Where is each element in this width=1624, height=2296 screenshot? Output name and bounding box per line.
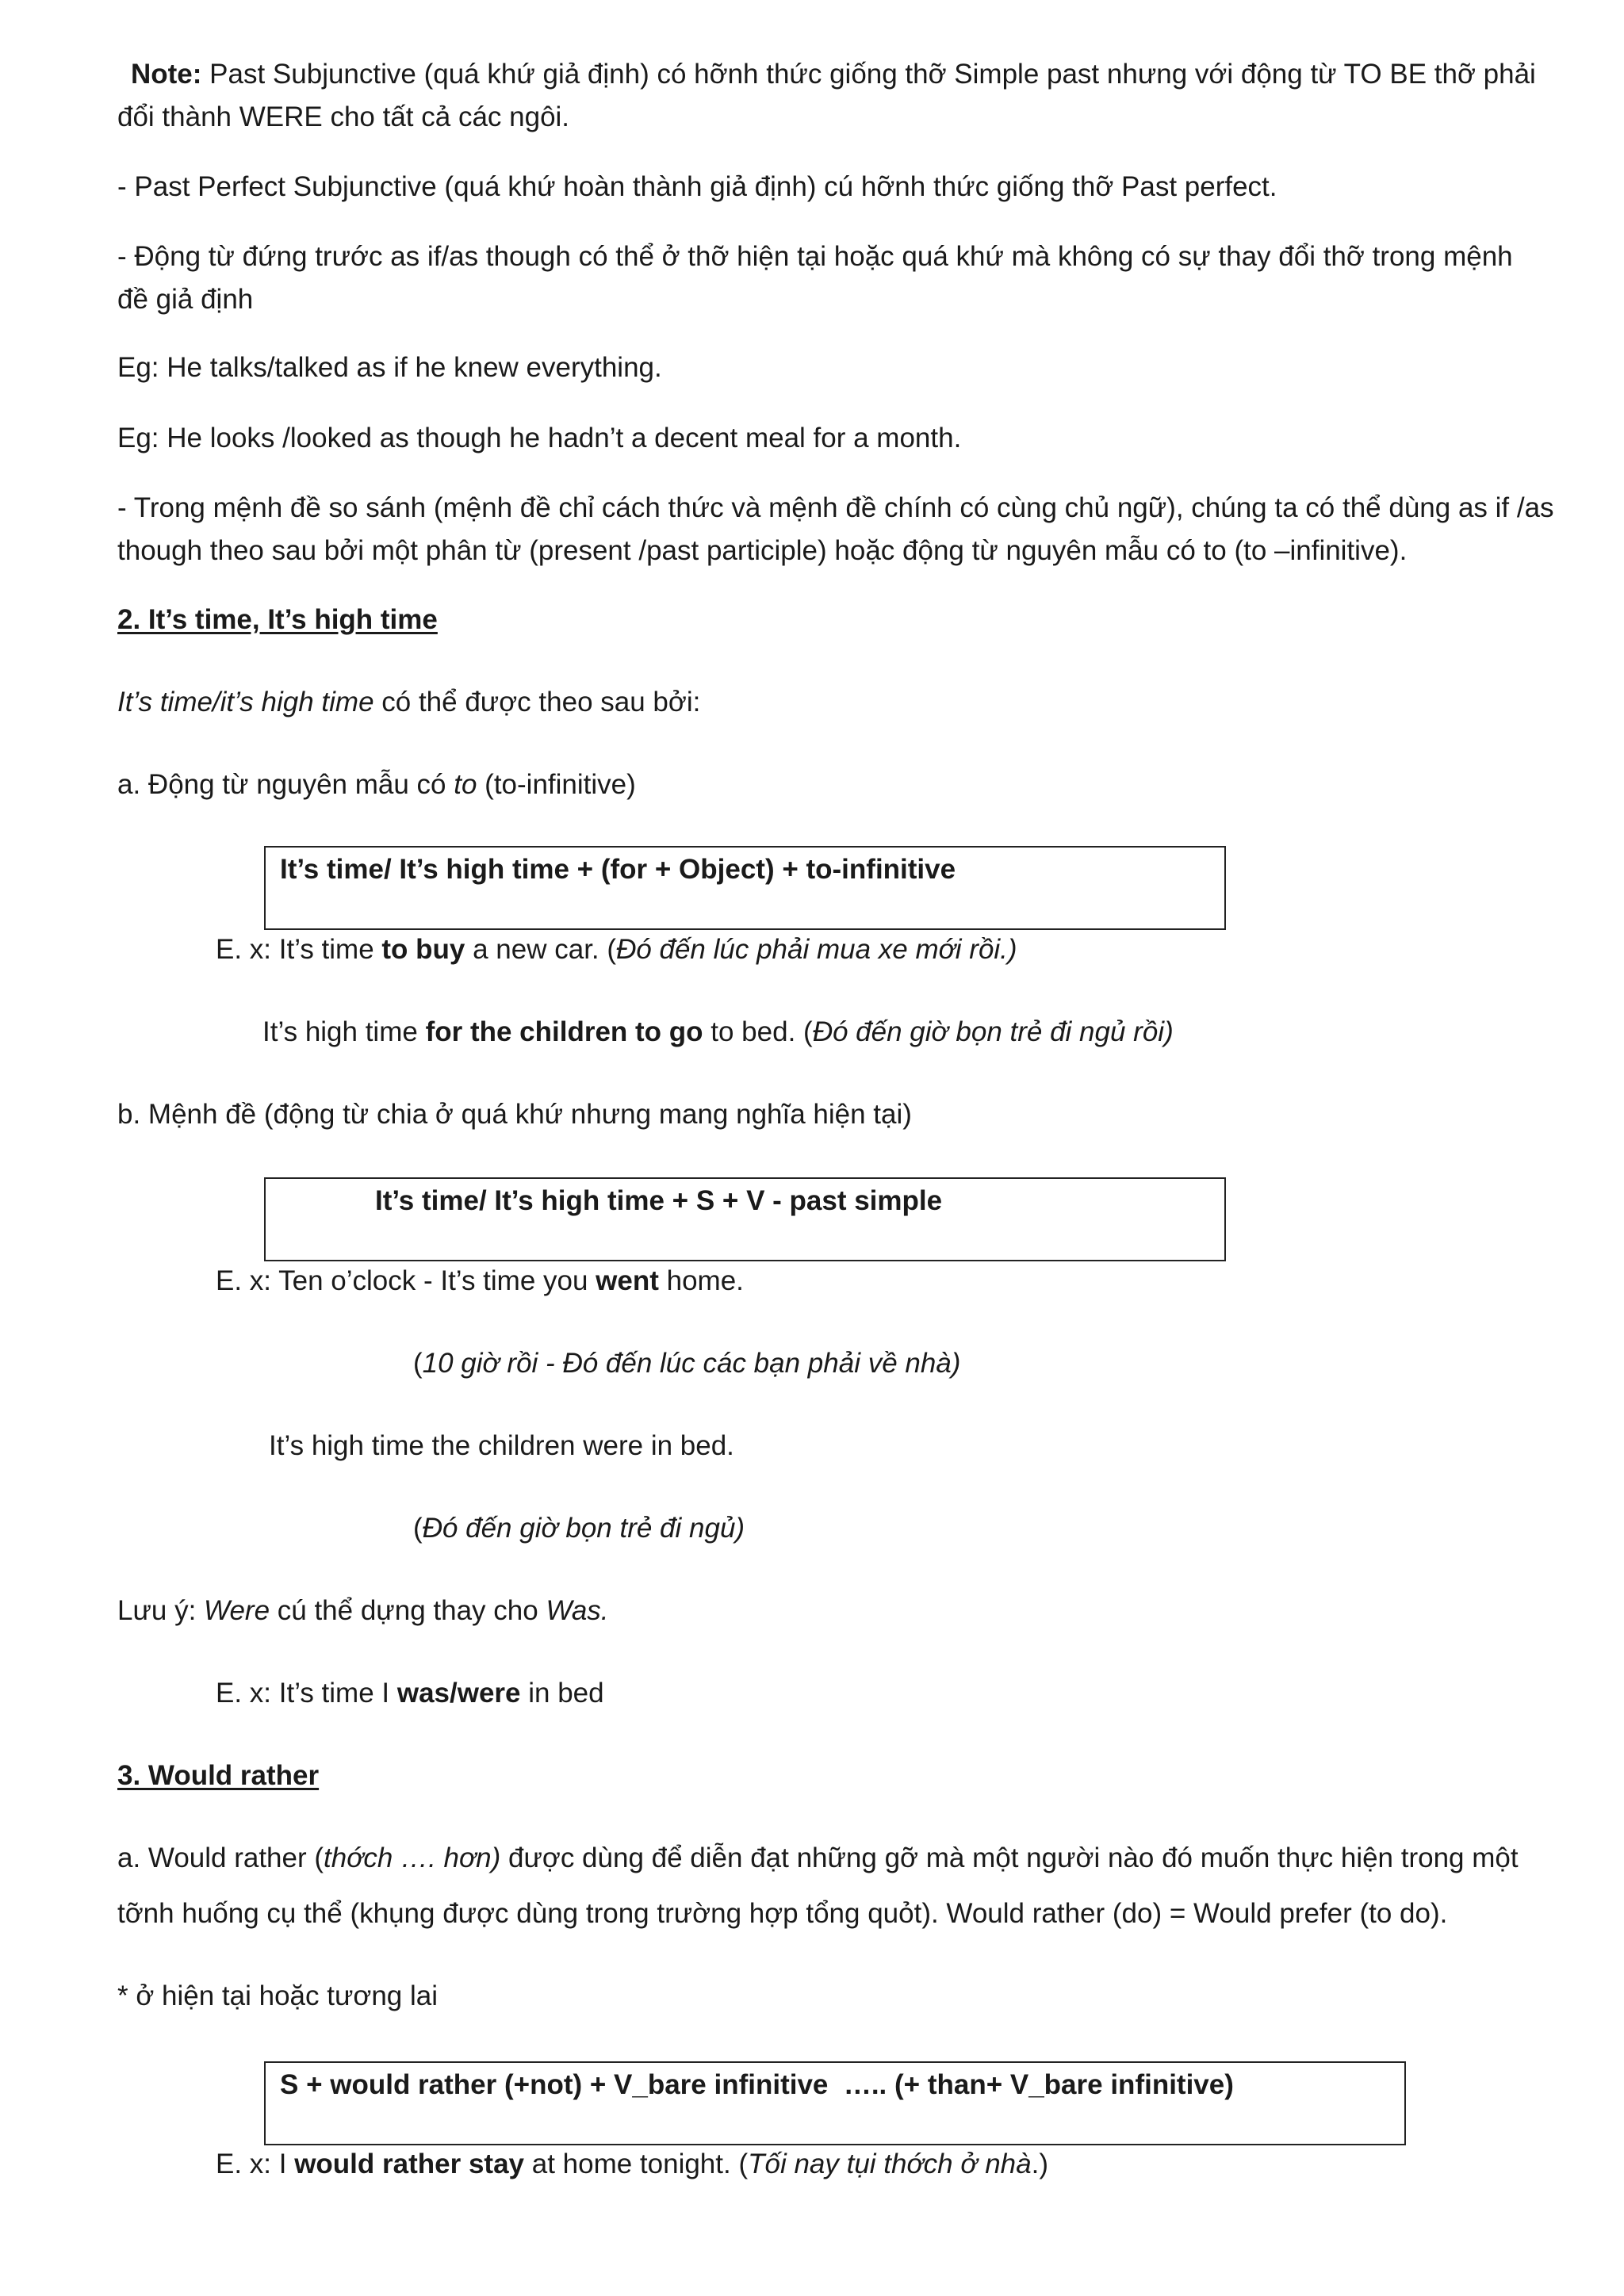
section-3a-line-2: tỡnh huống cụ thể (khụng được dùng trong trường hợp tổng quỏt). Would rather (do) = Would prefer (to do). bbox=[117, 1898, 1448, 1929]
ex-2a-2-pre: It’s high time bbox=[262, 1016, 426, 1047]
comparison-line-2: though theo sau bởi một phân từ (present /past participle) hoặc động từ nguyên mẫu có to (to –infinitive). bbox=[117, 535, 1408, 566]
verb-before-line-1: - Động từ đứng trước as if/as though có thể ở thỡ hiện tại hoặc quá khứ mà không có sự thay đổi thỡ trong mệnh bbox=[117, 241, 1513, 272]
luu-y-mid: cú thể dựng thay cho bbox=[270, 1595, 546, 1626]
section-2a-example-1 bbox=[216, 936, 1017, 963]
section-3a-line-1 bbox=[117, 1844, 1519, 1872]
section-2a-example-2 bbox=[262, 1018, 1174, 1046]
section-2-intro bbox=[117, 688, 700, 716]
section-2b-translation-1 bbox=[413, 1349, 960, 1377]
formula-box-2a bbox=[264, 846, 1226, 930]
ex-2b-1-post: home. bbox=[658, 1265, 744, 1296]
comparison-line-1: - Trong mệnh đề so sánh (mệnh đề chỉ cách thức và mệnh đề chính có cùng chủ ngữ), chúng ta có thể dùng as if /as bbox=[117, 492, 1554, 523]
luu-y-pre: Lưu ý: bbox=[117, 1595, 205, 1626]
s3-ex-italic: Tối nay tụi thớch ở nhà bbox=[748, 2149, 1032, 2179]
section-2-heading-text: 2. It’s time, It’s high time bbox=[117, 604, 438, 635]
section-2b-translation-2 bbox=[413, 1514, 745, 1542]
formula-3 bbox=[280, 2071, 1234, 2099]
formula-2a-text: It’s time/ It’s high time + (for + Object) + to-infinitive bbox=[280, 854, 956, 885]
past-perfect-line: - Past Perfect Subjunctive (quá khứ hoàn thành giả định) cú hỡnh thức giống thỡ Past perfect. bbox=[117, 171, 1277, 202]
formula-3-text: S + would rather (+not) + V_bare infinitive ….. (+ than+ V_bare infinitive) bbox=[280, 2069, 1234, 2100]
luu-y-ex-pre: E. x: It’s time I bbox=[216, 1678, 397, 1709]
ex-2a-2-post: to bed. ( bbox=[703, 1016, 813, 1047]
section-3-present: * ở hiện tại hoặc tương lai bbox=[117, 1980, 439, 2011]
section-3-example bbox=[216, 2150, 1048, 2178]
section-2-heading bbox=[117, 606, 438, 633]
note-line-2: đổi thành WERE cho tất cả các ngôi. bbox=[117, 101, 570, 132]
section-2b-label: b. Mệnh đề (động từ chia ở quá khứ nhưng mang nghĩa hiện tại) bbox=[117, 1099, 912, 1130]
example-1: Eg: He talks/talked as if he knew everything. bbox=[117, 352, 662, 383]
s3-ex-mid: at home tonight. ( bbox=[524, 2149, 749, 2179]
luu-y-italic-1: Were bbox=[204, 1595, 270, 1626]
trans-2b-1-open: ( bbox=[413, 1348, 423, 1379]
luu-y-ex-post: in bed bbox=[520, 1678, 604, 1709]
ex-2a-2-bold: for the children to go bbox=[425, 1016, 703, 1047]
luu-y-italic-2: Was. bbox=[546, 1595, 609, 1626]
example-2: Eg: He looks /looked as though he hadn’t a decent meal for a month. bbox=[117, 423, 962, 453]
luu-y-ex-bold: was/were bbox=[396, 1678, 521, 1709]
ex-2b-1-bold: went bbox=[596, 1265, 659, 1296]
trans-2b-2-open: ( bbox=[413, 1513, 423, 1544]
formula-2a bbox=[280, 855, 956, 883]
ex-2a-2-italic: Đó đến giờ bọn trẻ đi ngủ rồi) bbox=[812, 1016, 1174, 1047]
section-3-heading-text: 3. Would rather bbox=[117, 1760, 320, 1791]
formula-2b bbox=[375, 1187, 942, 1215]
luu-y-example bbox=[216, 1679, 604, 1707]
section-2a-label bbox=[117, 771, 636, 798]
s3a-rest: được dùng để diễn đạt những gỡ mà một người nào đó muốn thực hiện trong một bbox=[500, 1843, 1519, 1873]
trans-2b-2-italic: Đó đến giờ bọn trẻ đi ngủ) bbox=[422, 1513, 745, 1544]
s3-ex-bold: would rather stay bbox=[294, 2149, 524, 2179]
s3-ex-post: .) bbox=[1031, 2149, 1049, 2179]
s3a-pre: a. Would rather ( bbox=[117, 1843, 324, 1873]
section-2a-pre: a. Động từ nguyên mẫu có bbox=[117, 769, 454, 800]
section-3-heading bbox=[117, 1762, 319, 1789]
ex-2a-1-pre: E. x: It’s time bbox=[216, 934, 382, 965]
s3-ex-pre: E. x: I bbox=[216, 2149, 295, 2179]
section-2a-post: (to-infinitive) bbox=[477, 769, 636, 800]
trans-2b-1-italic: 10 giờ rồi - Đó đến lúc các bạn phải về nhà) bbox=[422, 1348, 961, 1379]
section-2-intro-rest: có thể được theo sau bởi: bbox=[373, 687, 701, 718]
note-line-1 bbox=[131, 60, 1536, 88]
ex-2a-1-italic: Đó đến lúc phải mua xe mới rồi.) bbox=[616, 934, 1017, 965]
section-2a-italic: to bbox=[454, 769, 477, 800]
section-2b-example-2: It’s high time the children were in bed. bbox=[269, 1430, 734, 1461]
formula-2b-text: It’s time/ It’s high time + S + V - past simple bbox=[375, 1185, 943, 1216]
luu-y-line bbox=[117, 1597, 609, 1624]
ex-2a-1-post: a new car. ( bbox=[465, 934, 617, 965]
ex-2b-1-pre: E. x: Ten o’clock - It’s time you bbox=[216, 1265, 596, 1296]
verb-before-line-2: đề giả định bbox=[117, 284, 254, 315]
s3a-italic: thớch …. hơn) bbox=[324, 1843, 501, 1873]
formula-box-3 bbox=[264, 2061, 1406, 2145]
section-2b-example-1 bbox=[216, 1267, 744, 1295]
ex-2a-1-bold: to buy bbox=[381, 934, 465, 965]
note-label: Note: bbox=[131, 59, 202, 90]
formula-box-2b bbox=[264, 1177, 1226, 1261]
note-text: Past Subjunctive (quá khứ giả định) có hỡnh thức giống thỡ Simple past nhưng với động từ TO BE thỡ phải bbox=[201, 59, 1536, 90]
section-2-intro-italic: It’s time/it’s high time bbox=[117, 687, 374, 718]
